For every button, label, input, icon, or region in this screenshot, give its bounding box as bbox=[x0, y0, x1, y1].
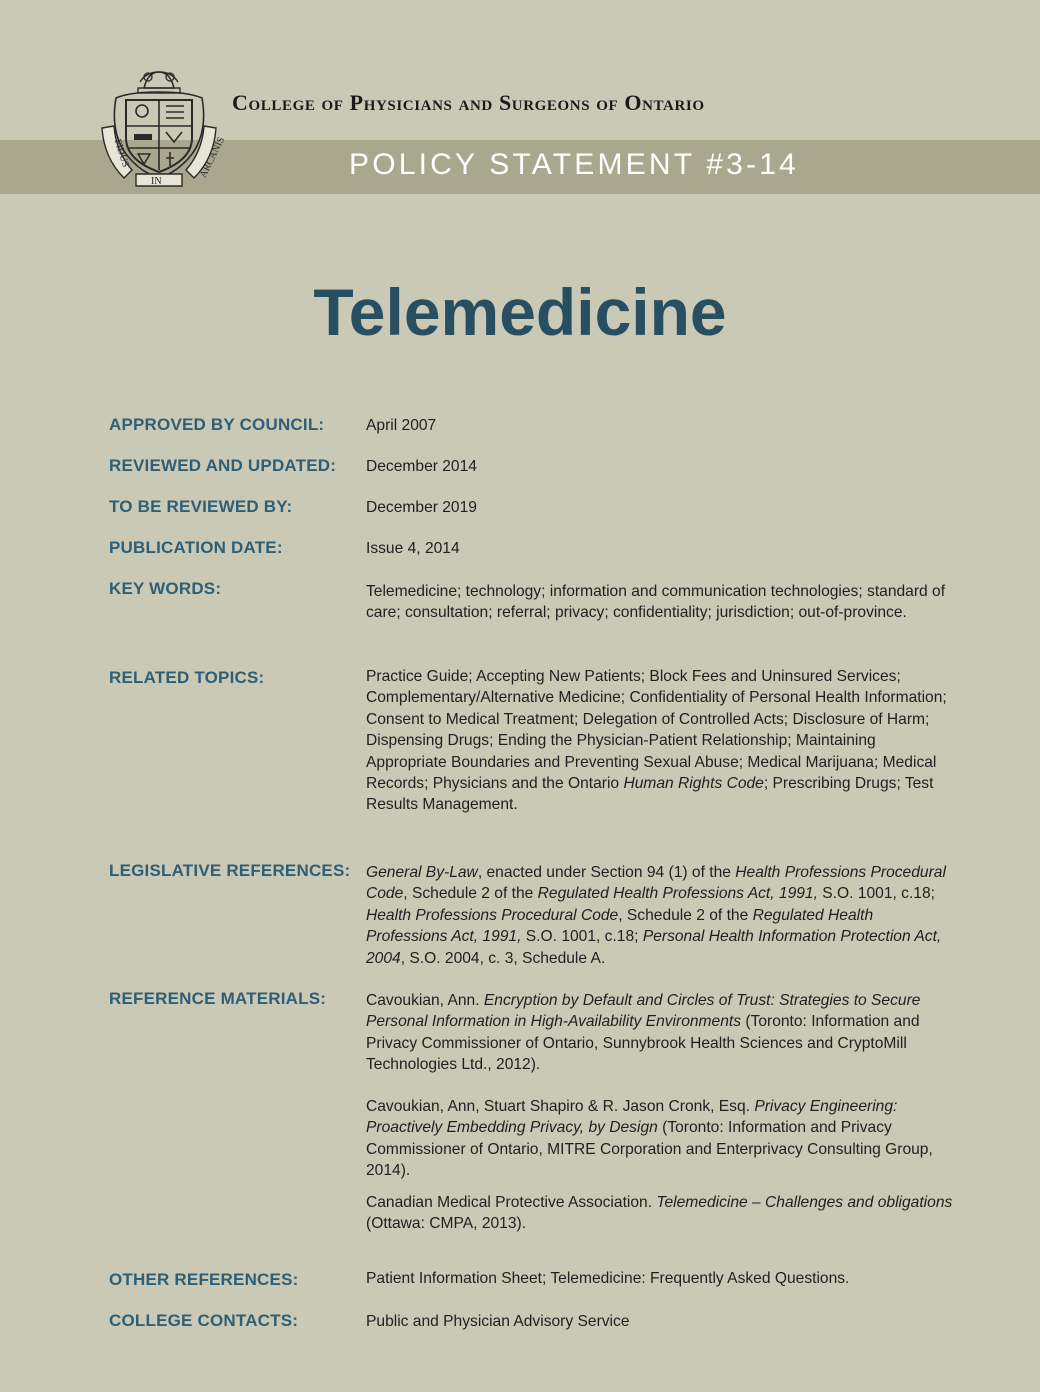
legislative-part: Health Professions Procedural Code bbox=[366, 906, 619, 924]
publication-date-label: PUBLICATION DATE: bbox=[109, 538, 283, 557]
publication-date-value: Issue 4, 2014 bbox=[366, 540, 460, 557]
related-topics-label: RELATED TOPICS: bbox=[109, 668, 265, 687]
legislative-part: Personal Health Information Protection Act, 2004 bbox=[366, 928, 942, 967]
document-title: Telemedicine bbox=[313, 275, 727, 349]
reference-entry-2 bbox=[366, 1096, 956, 1182]
crest-motto-mid: IN bbox=[151, 176, 162, 187]
legislative-part: General By-Law bbox=[366, 864, 478, 881]
to-be-reviewed-label: TO BE REVIEWED BY: bbox=[109, 497, 293, 516]
policy-statement-number: POLICY STATEMENT #3-14 bbox=[349, 148, 799, 181]
legislative-part: , Schedule 2 of the bbox=[618, 906, 753, 924]
approved-value: April 2007 bbox=[366, 417, 437, 434]
college-crest-logo bbox=[96, 66, 228, 192]
reference-author: Canadian Medical Protective Association. bbox=[366, 1194, 657, 1211]
reviewed-value: December 2014 bbox=[366, 458, 477, 475]
college-contacts-value: Public and Physician Advisory Service bbox=[366, 1313, 630, 1330]
legislative-part: , enacted under Section 94 (1) of the bbox=[477, 864, 736, 881]
reference-author: Cavoukian, Ann, Stuart Shapiro & R. Jason Cronk, Esq. bbox=[366, 1098, 755, 1115]
crest-motto-right: ARCANIS bbox=[197, 135, 228, 180]
related-topics-text: Practice Guide; Accepting New Patients; Block Fees and Uninsured Services; Complementary/Alternative Medicine; Confidentiality of Personal Health Information; Consent to Medical Treatment; Delegation of Controlled Acts; Disclosure of Harm; Dispensing Drugs; Ending the Physician-Patient Relationship; Maintaining Appropriate Boundaries and Preventing Sexual Abuse; Medical Marijuana; Medical Records; Physicians and the Ontario bbox=[366, 668, 947, 793]
reference-publisher: (Toronto: Information and Privacy Commissioner of Ontario, Sunnybrook Health Sciences and CryptoMill Technologies Ltd., 2012). bbox=[366, 1013, 920, 1074]
reference-author: Cavoukian, Ann. bbox=[366, 992, 484, 1009]
legislative-part: S.O. 1001, c.18; bbox=[521, 928, 643, 946]
reference-title: Telemedicine – Challenges and obligations bbox=[656, 1194, 953, 1211]
legislative-references-value bbox=[366, 862, 956, 969]
legislative-part: S.O. 1001, c.18; bbox=[817, 885, 935, 903]
legislative-part: Regulated Health Professions Act, 1991, bbox=[537, 885, 818, 903]
legislative-part: , Schedule 2 of the bbox=[403, 885, 538, 903]
legislative-references-label: LEGISLATIVE REFERENCES: bbox=[109, 861, 351, 880]
keywords-label: KEY WORDS: bbox=[109, 579, 222, 598]
related-topics-italic: Human Rights Code bbox=[623, 775, 764, 793]
organization-name: College of Physicians and Surgeons of Ontario bbox=[232, 90, 705, 115]
reference-entry-3 bbox=[366, 1192, 956, 1235]
college-contacts-label: COLLEGE CONTACTS: bbox=[109, 1311, 299, 1330]
approved-label: APPROVED BY COUNCIL: bbox=[109, 415, 325, 434]
crest-motto-left: FIDUS bbox=[111, 137, 132, 169]
reference-entry-1 bbox=[366, 990, 956, 1076]
keywords-value: Telemedicine; technology; information and communication technologies; standard of care; consultation; referral; privacy; confidentiality; jurisdiction; out-of-province. bbox=[366, 583, 946, 622]
legislative-part: Regulated Health Professions Act, 1991, bbox=[366, 906, 874, 946]
related-topics-value bbox=[366, 666, 956, 816]
reference-materials-label: REFERENCE MATERIALS: bbox=[109, 989, 327, 1008]
reference-title: Privacy Engineering: Proactively Embedding Privacy, by Design bbox=[366, 1098, 898, 1137]
other-references-value: Patient Information Sheet; Telemedicine: Frequently Asked Questions. bbox=[366, 1270, 850, 1287]
reviewed-label: REVIEWED AND UPDATED: bbox=[109, 456, 337, 475]
to-be-reviewed-value: December 2019 bbox=[366, 499, 477, 516]
related-topics-tail: ; Prescribing Drugs; Test Results Management. bbox=[366, 775, 934, 814]
other-references-label: OTHER REFERENCES: bbox=[109, 1270, 299, 1289]
legislative-part: , S.O. 2004, c. 3, Schedule A. bbox=[400, 949, 606, 967]
legislative-part: Health Professions Procedural Code bbox=[366, 864, 946, 903]
reference-publisher: (Ottawa: CMPA, 2013). bbox=[366, 1215, 527, 1233]
reference-title: Encryption by Default and Circles of Trust: Strategies to Secure Personal Information in High-Availability Environments bbox=[366, 992, 921, 1031]
reference-publisher: (Toronto: Information and Privacy Commissioner of Ontario, MITRE Corporation and Enterprivacy Consulting Group, 2014). bbox=[366, 1119, 933, 1180]
